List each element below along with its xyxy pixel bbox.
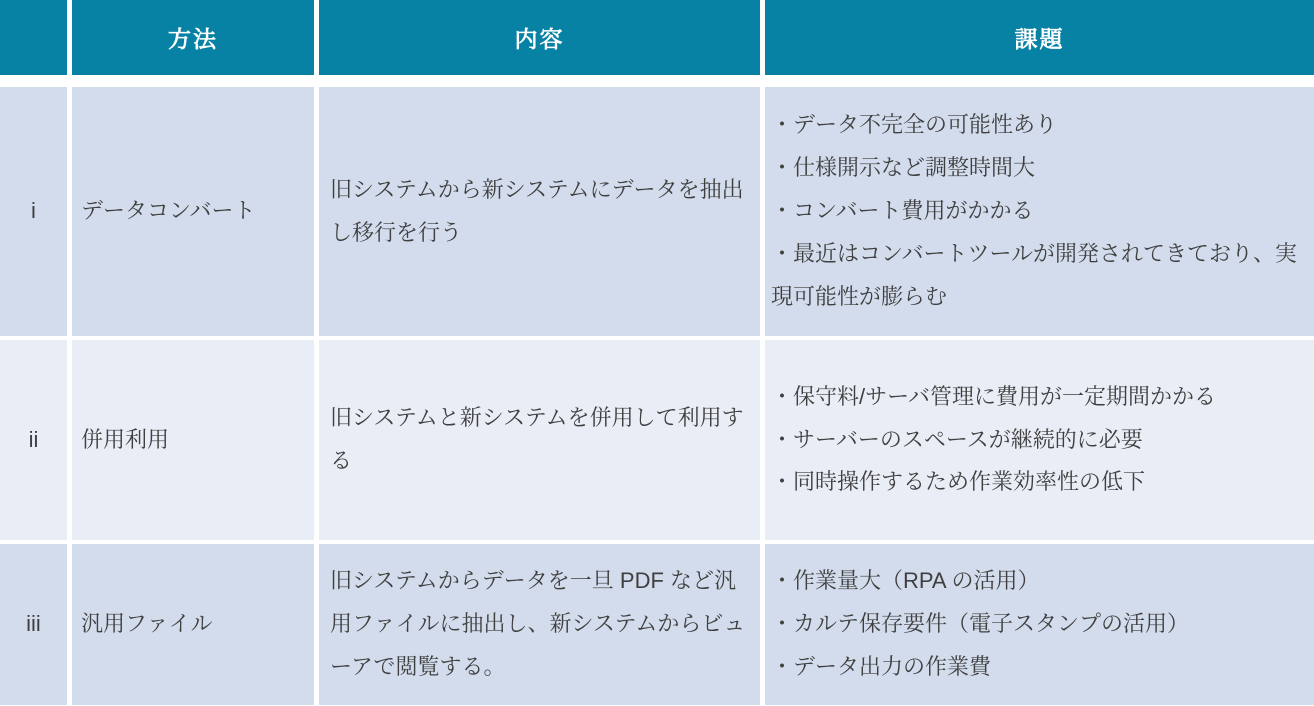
issue-line: ・サーバーのスペースが継続的に必要 — [771, 426, 1143, 452]
issue-line: ・カルテ保存要件（電子スタンプの活用） — [771, 611, 1190, 637]
issue-line: ・仕様開示など調整時間大 — [771, 155, 1036, 181]
issue-line: ・データ出力の作業費 — [771, 653, 992, 679]
header-cell-issues: 課題 — [765, 0, 1314, 75]
row-1-issues-cell — [765, 87, 1314, 336]
issue-line: ・データ不完全の可能性あり — [771, 112, 1058, 138]
row-3-index-cell: iii — [0, 544, 67, 705]
row-3-issues-cell — [765, 544, 1314, 705]
header-cell-content: 内容 — [319, 0, 760, 75]
issue-line: ・コンバート費用がかかる — [771, 198, 1034, 224]
row-1-index-cell: i — [0, 87, 67, 336]
issue-line: ・作業量大（RPA の活用） — [771, 568, 1040, 594]
table-body — [0, 87, 1314, 705]
row-2-index-cell: ii — [0, 340, 67, 540]
issue-line: ・同時操作するため作業効率性の低下 — [771, 469, 1146, 495]
row-1-method-cell: データコンバート — [72, 87, 314, 336]
header-cell-method: 方法 — [72, 0, 314, 75]
table-header-row — [0, 0, 1314, 75]
header-cell-index — [0, 0, 67, 75]
row-2-method-cell: 併用利用 — [72, 340, 314, 540]
issue-line: ・保守料/サーバ管理に費用が一定期間かかる — [771, 383, 1217, 409]
issue-line: ・最近はコンバートツールが開発されてきており、実現可能性が膨らむ — [771, 240, 1298, 309]
row-3-method-cell: 汎用ファイル — [72, 544, 314, 705]
row-3-content-cell: 旧システムからデータを一旦 PDF など汎用ファイルに抽出し、新システムからビューアで閲覧する。 — [319, 544, 760, 705]
row-2-issues-cell — [765, 340, 1314, 540]
row-1-content-cell: 旧システムから新システムにデータを抽出し移行を行う — [319, 87, 760, 336]
row-2-content-cell: 旧システムと新システムを併用して利用する — [319, 340, 760, 540]
